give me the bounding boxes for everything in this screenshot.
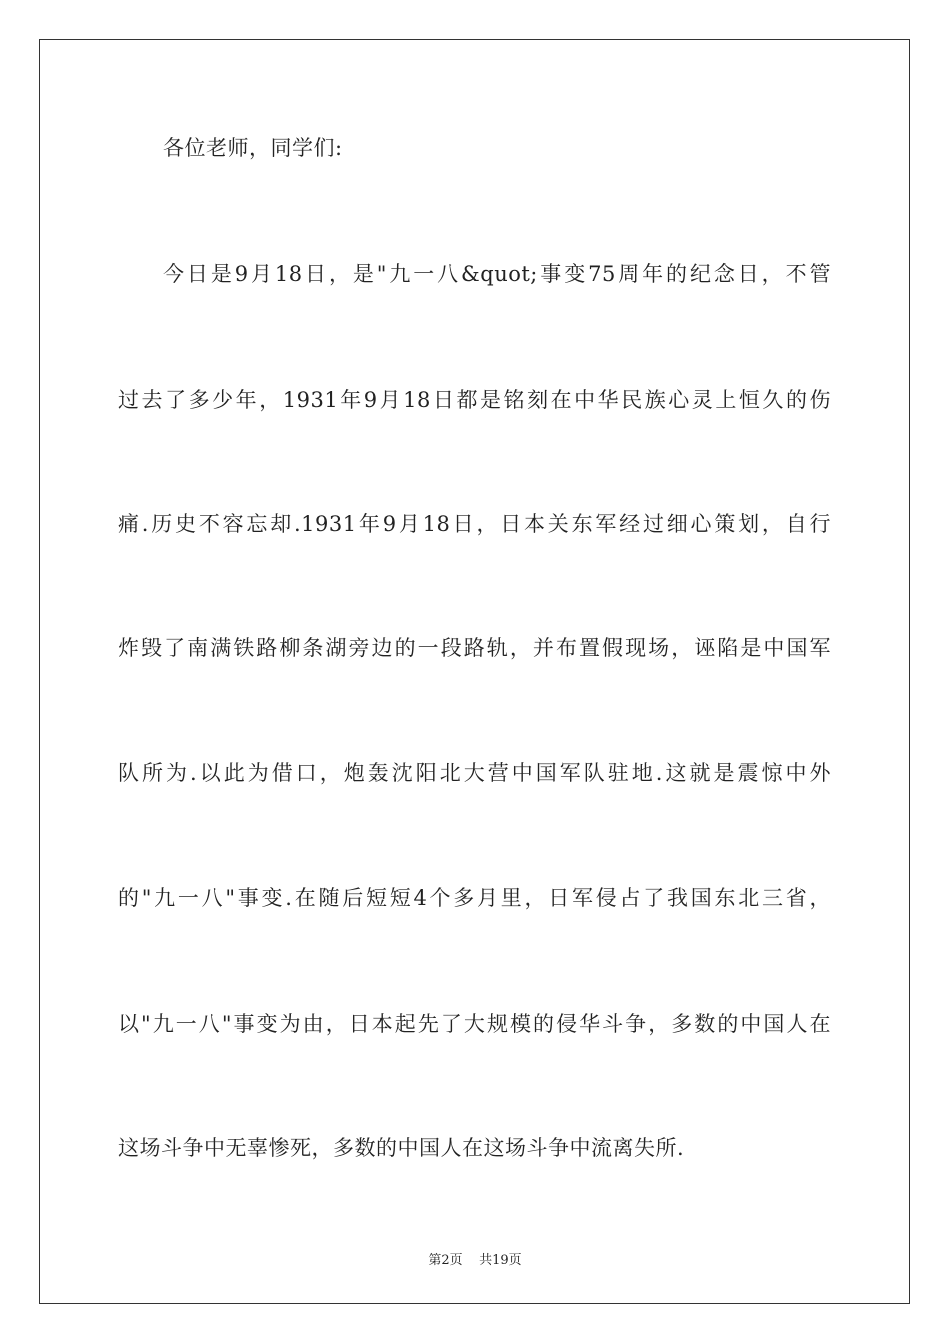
body-line-4: 炸毁了南满铁路柳条湖旁边的一段路轨，并布置假现场，诬陷是中国军 [118,636,831,660]
body-line-2: 过去了多少年，1931年9月18日都是铭刻在中华民族心灵上恒久的伤 [118,388,831,412]
salutation: 各位老师，同学们: [163,136,343,160]
body-line-7: 以"九一八"事变为由，日本起先了大规模的侵华斗争，多数的中国人在 [118,1012,831,1036]
body-line-8: 这场斗争中无辜惨死，多数的中国人在这场斗争中流离失所. [118,1136,685,1160]
body-line-3: 痛.历史不容忘却.1931年9月18日，日本关东军经过细心策划，自行 [118,512,831,536]
body-line-5: 队所为.以此为借口，炮轰沈阳北大营中国军队驻地.这就是震惊中外 [118,761,831,785]
page-number-footer: 第2页 共19页 [428,1253,522,1268]
body-line-6: 的"九一八"事变.在随后短短4个多月里，日军侵占了我国东北三省， [118,886,831,910]
page-frame [39,39,910,1304]
body-line-1: 今日是9月18日，是"九一八&quot;事变75周年的纪念日，不管 [163,262,831,286]
